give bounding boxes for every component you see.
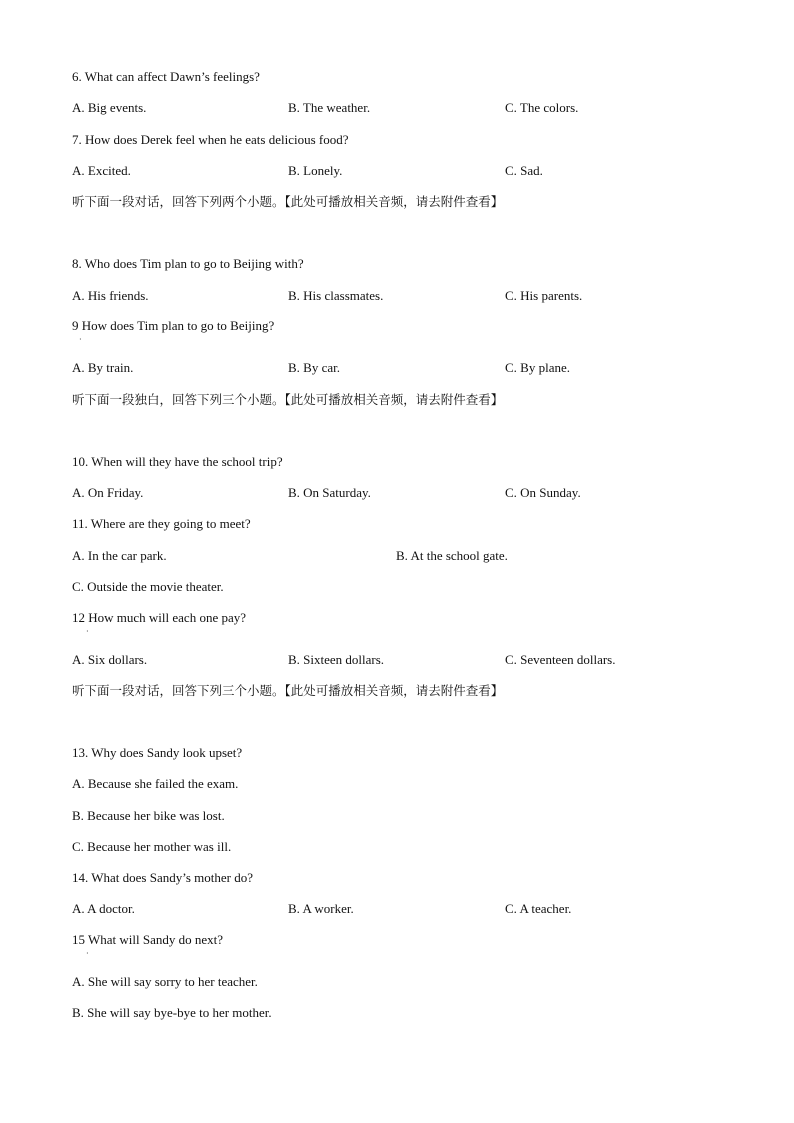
question-14-option-c: C. A teacher.	[505, 901, 572, 916]
question-15-stem: 15 What will Sandy do next?	[72, 932, 224, 947]
question-14-option-b: B. A worker.	[288, 901, 354, 916]
question-6-stem: 6. What can affect Dawn’s feelings?	[72, 69, 260, 84]
question-10-option-b: B. On Saturday.	[288, 485, 371, 500]
question-10-option-c: C. On Sunday.	[505, 485, 581, 500]
listening-instruction-1: 听下面一段对话，回答下列两个小题。【此处可播放相关音频，请去附件查看】	[72, 194, 504, 209]
question-15-option-a: A. She will say sorry to her teacher.	[72, 974, 258, 989]
question-9-stem: 9 How does Tim plan to go to Beijing?	[72, 318, 275, 333]
question-12-option-b: B. Sixteen dollars.	[288, 652, 385, 667]
question-9-option-c: C. By plane.	[505, 360, 570, 375]
question-9-option-a: A. By train.	[72, 360, 134, 375]
question-13-stem: 13. Why does Sandy look upset?	[72, 745, 243, 760]
question-7-option-c: C. Sad.	[505, 163, 543, 178]
question-7-option-a: A. Excited.	[72, 163, 131, 178]
question-15-option-b: B. She will say bye-bye to her mother.	[72, 1005, 272, 1020]
question-7-stem: 7. How does Derek feel when he eats delicious food?	[72, 132, 349, 147]
question-11-option-c: C. Outside the movie theater.	[72, 579, 224, 594]
question-12-option-c: C. Seventeen dollars.	[505, 652, 616, 667]
question-7-option-b: B. Lonely.	[288, 163, 343, 178]
question-6-option-b: B. The weather.	[288, 100, 371, 115]
question-12-number-dot: ·	[86, 627, 89, 636]
question-6-option-c: C. The colors.	[505, 100, 579, 115]
question-14-option-a: A. A doctor.	[72, 901, 135, 916]
question-13-option-b: B. Because her bike was lost.	[72, 808, 225, 823]
listening-instruction-3: 听下面一段对话，回答下列三个小题。【此处可播放相关音频，请去附件查看】	[72, 683, 504, 698]
question-12-option-a: A. Six dollars.	[72, 652, 148, 667]
question-13-option-c: C. Because her mother was ill.	[72, 839, 232, 854]
listening-instruction-2: 听下面一段独白，回答下列三个小题。【此处可播放相关音频，请去附件查看】	[72, 392, 504, 407]
question-8-option-b: B. His classmates.	[288, 288, 384, 303]
question-11-option-b: B. At the school gate.	[396, 548, 508, 563]
question-9-option-b: B. By car.	[288, 360, 340, 375]
question-13-option-a: A. Because she failed the exam.	[72, 776, 239, 791]
question-8-option-a: A. His friends.	[72, 288, 149, 303]
question-11-stem: 11. Where are they going to meet?	[72, 516, 251, 531]
question-10-stem: 10. When will they have the school trip?	[72, 454, 283, 469]
question-11-option-a: A. In the car park.	[72, 548, 167, 563]
question-8-stem: 8. Who does Tim plan to go to Beijing with?	[72, 256, 304, 271]
question-14-stem: 14. What does Sandy’s mother do?	[72, 870, 254, 885]
question-6-option-a: A. Big events.	[72, 100, 147, 115]
question-12-stem: 12 How much will each one pay?	[72, 610, 247, 625]
question-9-number-dot: ·	[79, 335, 82, 344]
question-15-number-dot: ·	[86, 949, 89, 958]
question-10-option-a: A. On Friday.	[72, 485, 144, 500]
question-8-option-c: C. His parents.	[505, 288, 583, 303]
